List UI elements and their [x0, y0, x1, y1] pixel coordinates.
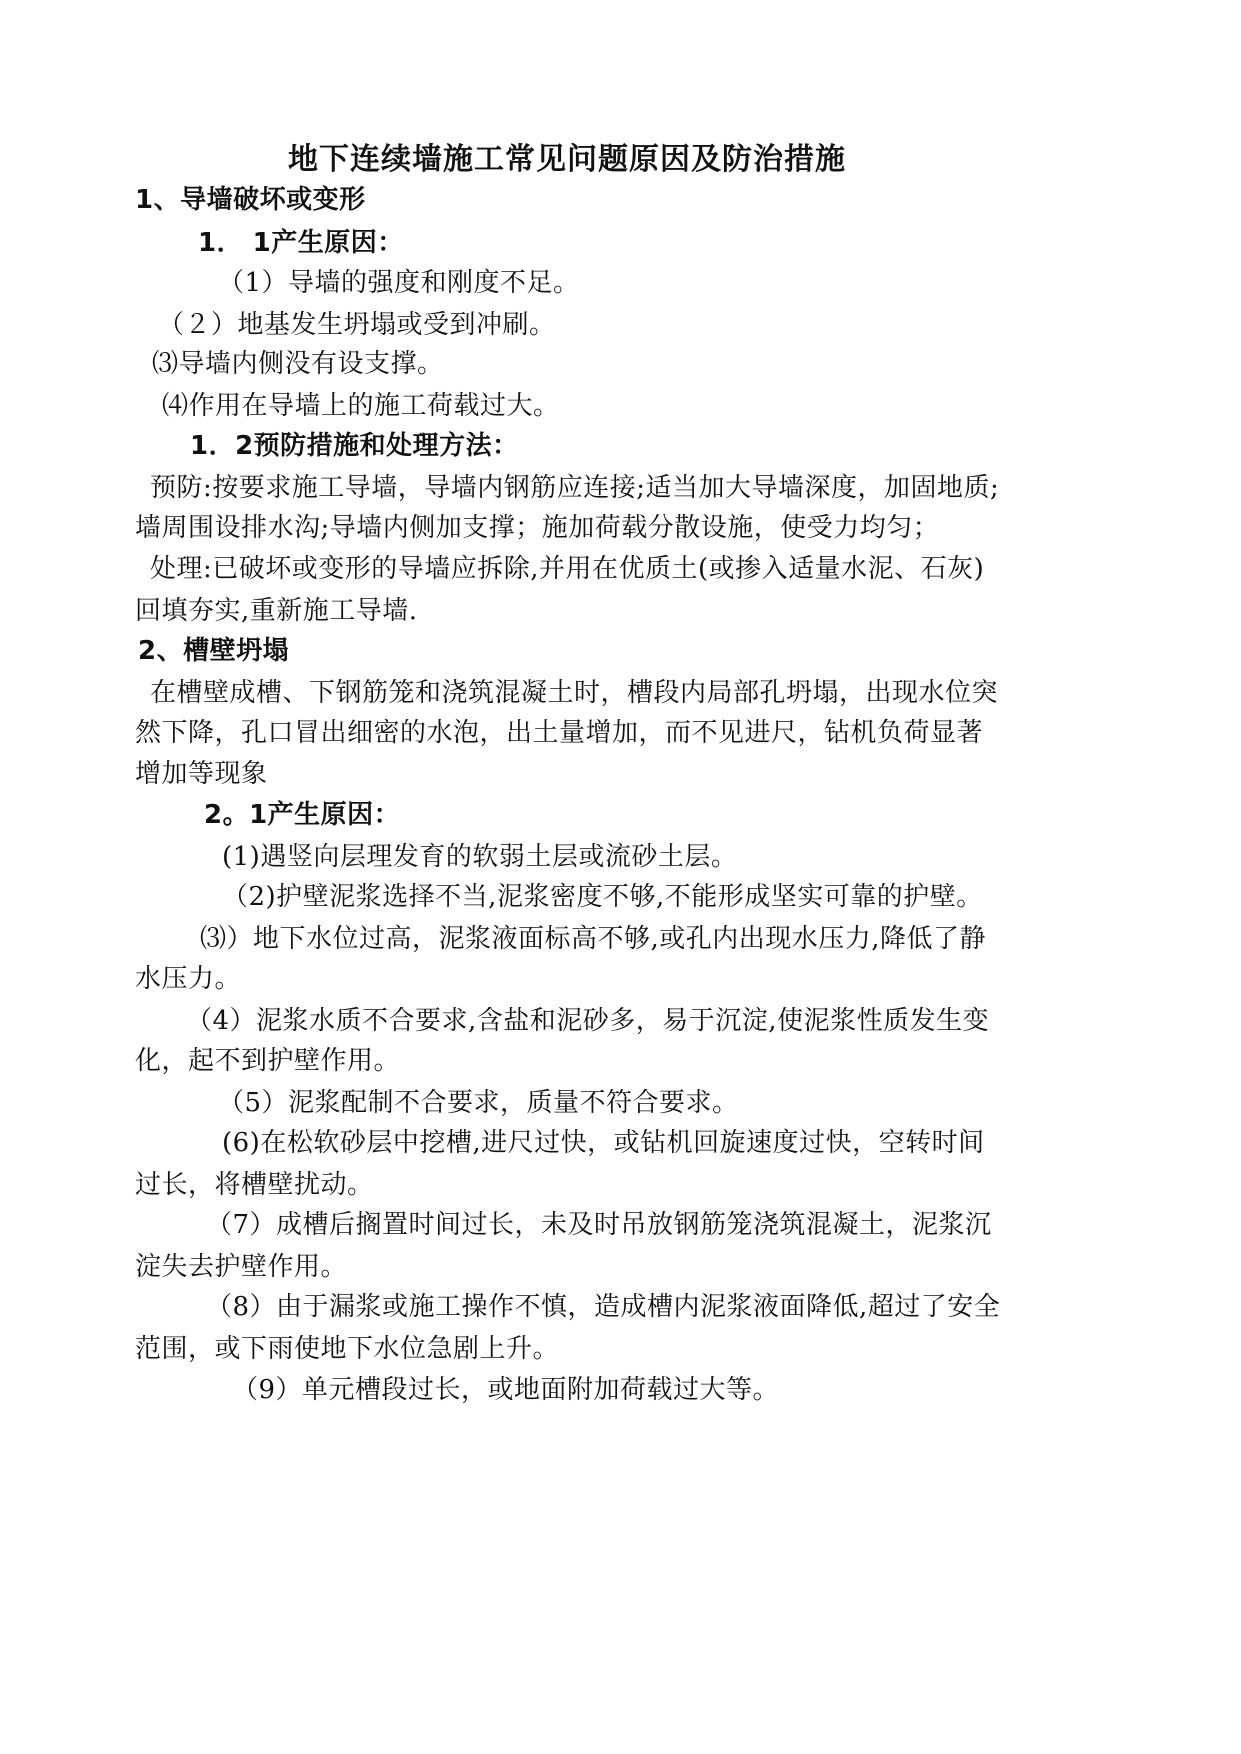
- section-2-cause-4: （4）泥浆水质不合要求,含盐和泥砂多，易于沉淀,使泥浆性质发生变: [186, 1006, 990, 1036]
- section-2-description-line-1: 在槽壁成槽、下钢筋笼和浇筑混凝土时，槽段内局部孔坍塌，出现水位突: [150, 678, 999, 708]
- section-2-cause-3: ⑶）地下水位过高，泥浆液面标高不够,或孔内出现水压力,降低了静: [200, 924, 987, 954]
- section-1-heading: 1、导墙破坏或变形: [135, 185, 366, 215]
- section-2-1-heading: 2。1产生原因：: [204, 800, 401, 830]
- section-2-cause-8-cont: 范围，或下雨使地下水位急剧上升。: [135, 1334, 560, 1364]
- section-1-cause-2: （２）地基发生坍塌或受到冲刷。: [158, 310, 556, 340]
- section-2-cause-7-cont: 淀失去护壁作用。: [135, 1252, 348, 1282]
- section-1-cause-1: （1）导墙的强度和刚度不足。: [218, 268, 580, 298]
- section-1-2-heading: 1．2预防措施和处理方法：: [190, 431, 519, 461]
- section-2-cause-8: （8）由于漏浆或施工操作不慎，造成槽内泥浆液面降低,超过了安全: [206, 1292, 1001, 1322]
- page-title: 地下连续墙施工常见问题原因及防治措施: [288, 142, 846, 177]
- section-2-cause-4-cont: 化，起不到护壁作用。: [135, 1046, 401, 1076]
- section-1-treatment-line-2: 回填夯实,重新施工导墙.: [135, 596, 418, 626]
- section-2-cause-2: （2)护壁泥浆选择不当,泥浆密度不够,不能形成坚实可靠的护壁。: [222, 882, 983, 912]
- section-1-treatment-line-1: 处理:已破坏或变形的导墙应拆除,并用在优质土(或掺入适量水泥、石灰): [150, 554, 985, 584]
- section-2-cause-3-cont: 水压力。: [135, 964, 242, 994]
- section-2-cause-7: （7）成槽后搁置时间过长，未及时吊放钢筋笼浇筑混凝土，泥浆沉: [206, 1210, 992, 1240]
- section-2-heading: 2、槽壁坍塌: [138, 636, 290, 666]
- section-1-prevention-line-2: 墙周围设排水沟;导墙内侧加支撑；施加荷载分散设施，使受力均匀；: [135, 513, 940, 543]
- section-2-description-line-3: 增加等现象: [135, 759, 268, 789]
- section-1-1-heading: 1． 1产生原因：: [198, 228, 404, 258]
- section-2-cause-1: (1)遇竖向层理发育的软弱土层或流砂土层。: [222, 842, 738, 872]
- section-2-description-line-2: 然下降，孔口冒出细密的水泡，出土量增加，而不见进尺，钻机负荷显著: [135, 718, 984, 748]
- section-2-cause-9: （9）单元槽段过长，或地面附加荷载过大等。: [232, 1375, 780, 1405]
- section-2-cause-6: (6)在松软砂层中挖槽,进尺过快，或钻机回旋速度过快，空转时间: [222, 1128, 985, 1158]
- section-1-cause-3: ⑶导墙内侧没有设支撑。: [152, 349, 444, 379]
- section-1-prevention-line-1: 预防:按要求施工导墙，导墙内钢筋应连接;适当加大导墙深度，加固地质;: [150, 473, 1000, 503]
- section-2-cause-6-cont: 过长，将槽壁扰动。: [135, 1170, 374, 1200]
- section-2-cause-5: （5）泥浆配制不合要求，质量不符合要求。: [218, 1088, 739, 1118]
- section-1-cause-4: ⑷作用在导墙上的施工荷载过大。: [162, 391, 560, 421]
